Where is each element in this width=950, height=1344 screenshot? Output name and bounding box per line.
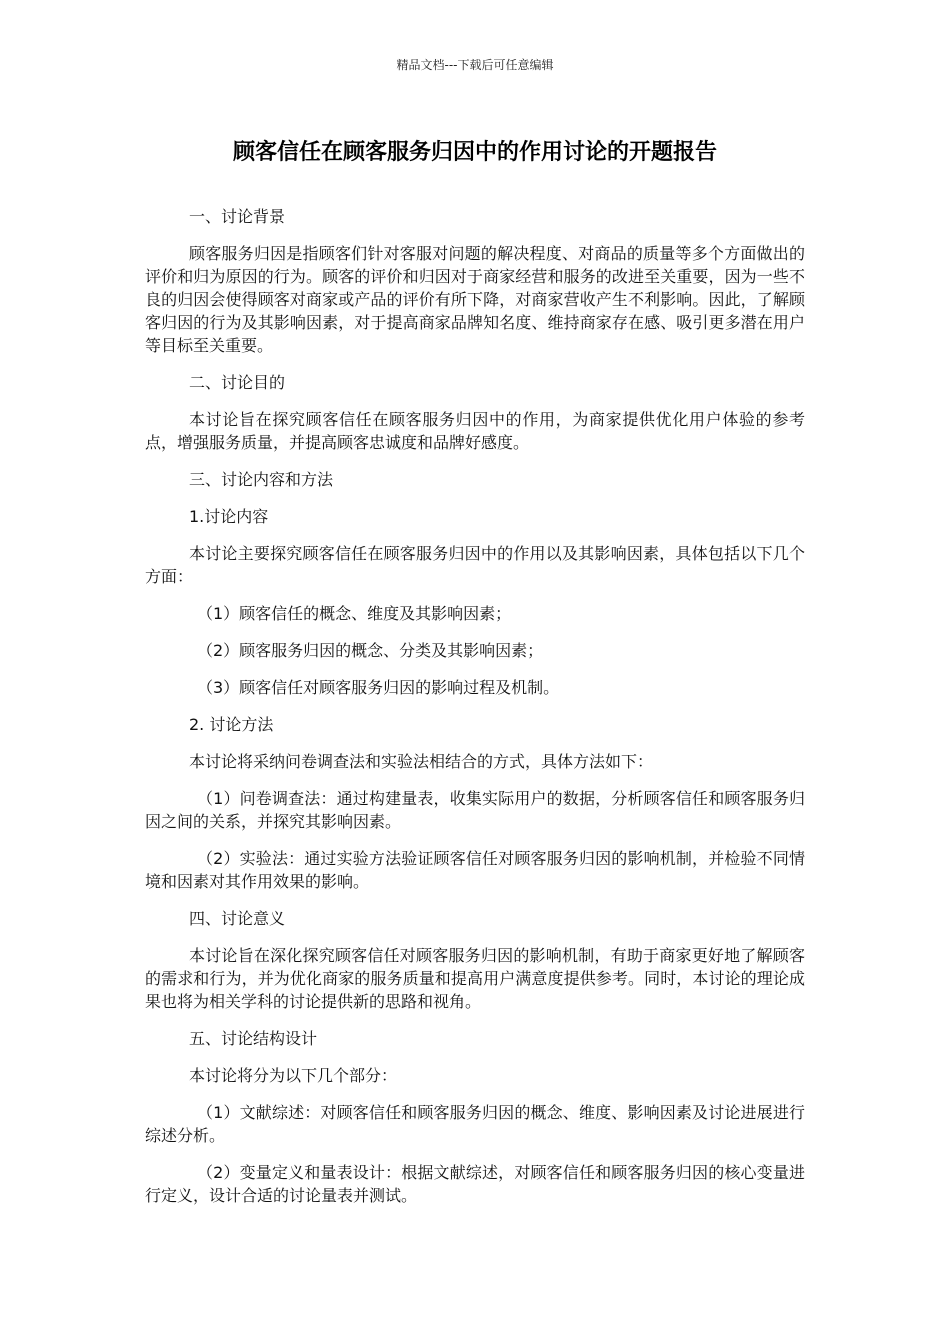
subheading-method: 2. 讨论方法 bbox=[189, 715, 274, 734]
body-paragraph-significance: 本讨论旨在深化探究顾客信任对顾客服务归因的影响机制，有助于商家更好地了解顾客的需求和行为，并为优化商家的服务质量和提高用户满意度提供参考。同时，本讨论的理论成果也将为相关学科的讨论提供新的思路和视角。 bbox=[145, 946, 805, 1011]
subheading-content: 1.讨论内容 bbox=[189, 507, 269, 526]
document-title: 顾客信任在顾客服务归因中的作用讨论的开题报告 bbox=[232, 140, 717, 165]
list-item-structure-2: （2）变量定义和量表设计：根据文献综述，对顾客信任和顾客服务归因的核心变量进行定义，设计合适的讨论量表并测试。 bbox=[145, 1163, 805, 1205]
list-item-method-1: （1）问卷调查法：通过构建量表，收集实际用户的数据，分析顾客信任和顾客服务归因之间的关系，并探究其影响因素。 bbox=[145, 789, 805, 831]
section-heading-content-method: 三、讨论内容和方法 bbox=[189, 470, 334, 489]
document-body bbox=[145, 205, 805, 1221]
section-heading-purpose: 二、讨论目的 bbox=[189, 373, 286, 392]
section-heading-background: 一、讨论背景 bbox=[189, 207, 286, 226]
section-heading-significance: 四、讨论意义 bbox=[189, 909, 286, 928]
list-item-structure-1: （1）文献综述：对顾客信任和顾客服务归因的概念、维度、影响因素及讨论进展进行综述分析。 bbox=[145, 1103, 805, 1145]
body-paragraph-structure: 本讨论将分为以下几个部分： bbox=[189, 1066, 398, 1085]
list-item-method-2: （2）实验法：通过实验方法验证顾客信任对顾客服务归因的影响机制，并检验不同情境和因素对其作用效果的影响。 bbox=[145, 849, 805, 891]
body-paragraph-background: 顾客服务归因是指顾客们针对客服对问题的解决程度、对商品的质量等多个方面做出的评价和归为原因的行为。顾客的评价和归因对于商家经营和服务的改进至关重要，因为一些不良的归因会使得顾客对商家或产品的评价有所下降，对商家营收产生不利影响。因此，了解顾客归因的行为及其影响因素，对于提高商家品牌知名度、维持商家存在感、吸引更多潜在用户等目标至关重要。 bbox=[145, 244, 805, 355]
section-heading-structure: 五、讨论结构设计 bbox=[189, 1029, 318, 1048]
list-item-content-3: （3）顾客信任对顾客服务归因的影响过程及机制。 bbox=[197, 678, 560, 697]
list-item-content-1: （1）顾客信任的概念、维度及其影响因素； bbox=[197, 604, 512, 623]
page-header: 精品文档---下载后可任意编辑 bbox=[396, 58, 554, 72]
body-paragraph-method: 本讨论将采纳问卷调查法和实验法相结合的方式，具体方法如下： bbox=[189, 752, 654, 771]
list-item-content-2: （2）顾客服务归因的概念、分类及其影响因素； bbox=[197, 641, 544, 660]
body-paragraph-purpose: 本讨论旨在探究顾客信任在顾客服务归因中的作用，为商家提供优化用户体验的参考点，增强服务质量，并提高顾客忠诚度和品牌好感度。 bbox=[145, 410, 805, 452]
body-paragraph-content: 本讨论主要探究顾客信任在顾客服务归因中的作用以及其影响因素，具体包括以下几个方面： bbox=[145, 544, 805, 586]
